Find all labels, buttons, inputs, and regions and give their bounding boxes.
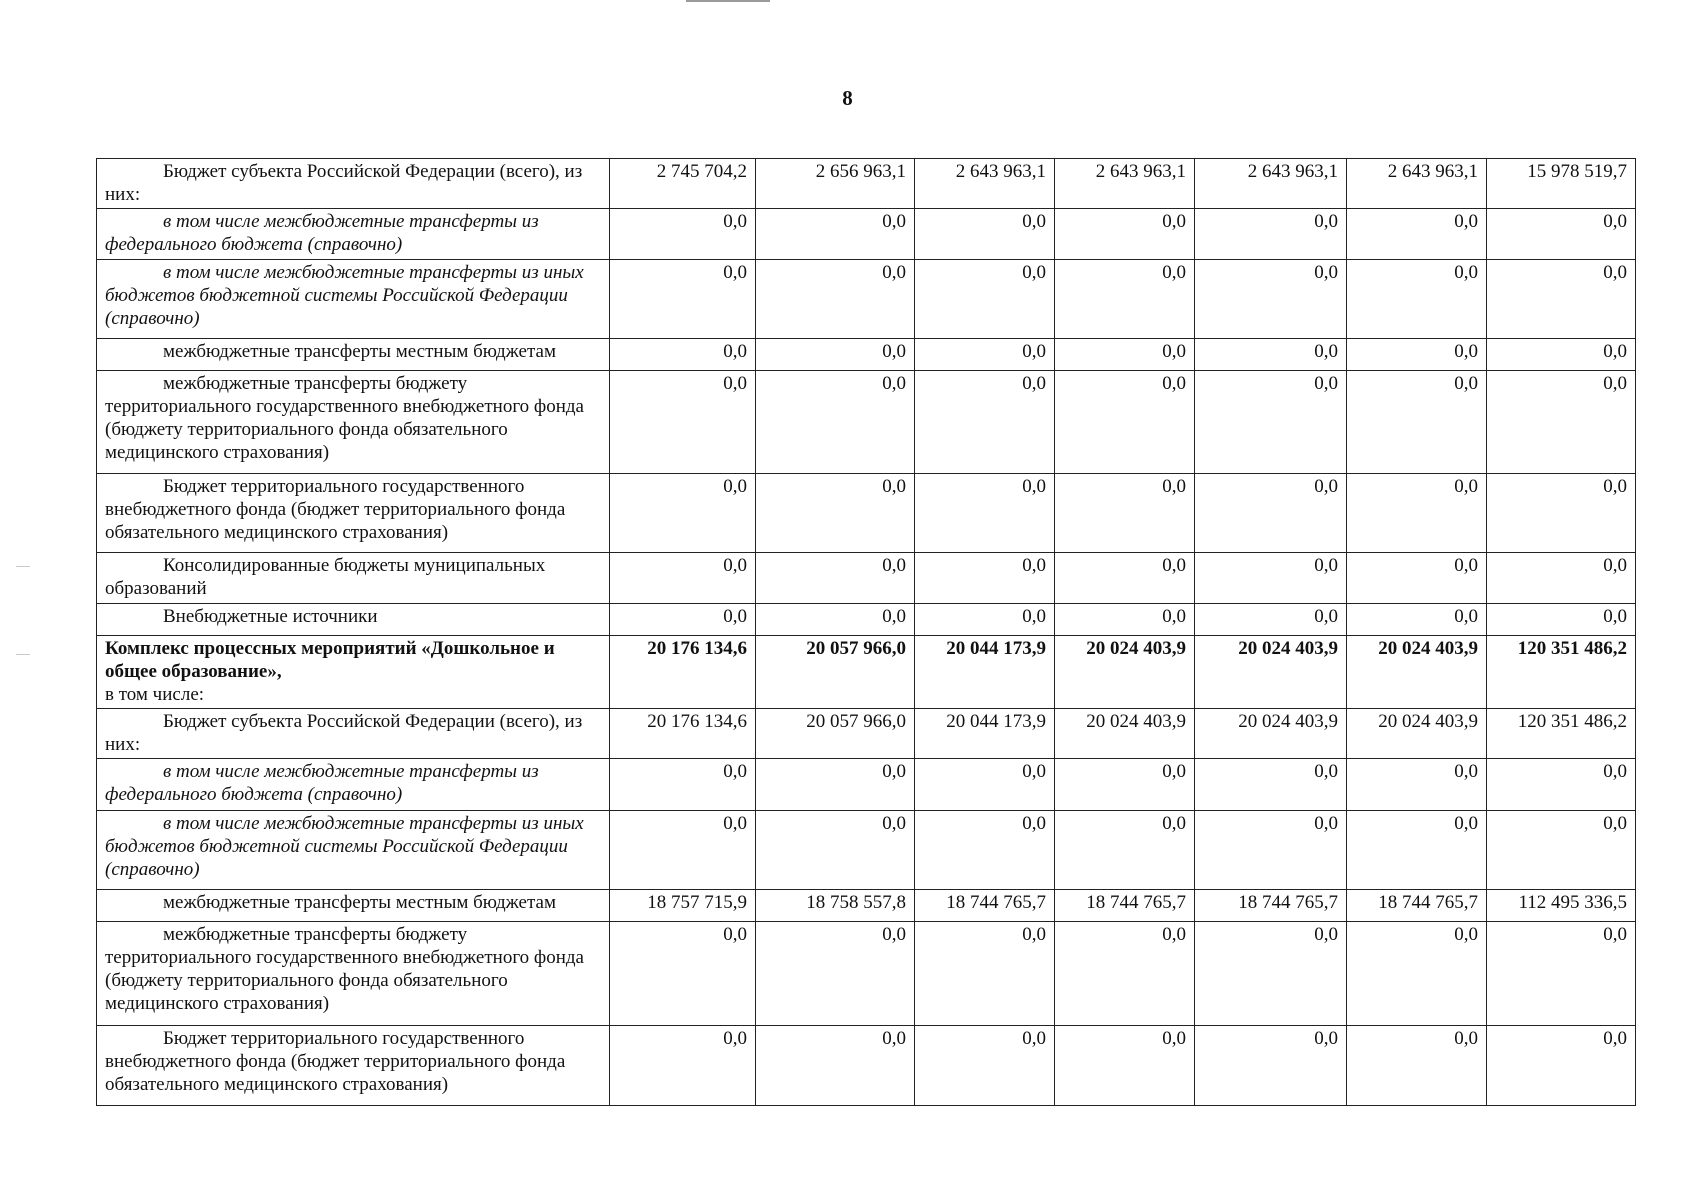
value-cell: 20 176 134,6	[610, 709, 756, 759]
row-label	[97, 474, 610, 553]
value-cell: 0,0	[1487, 604, 1636, 636]
value-cell: 0,0	[756, 371, 915, 474]
table-row	[97, 209, 1636, 260]
table-row	[97, 159, 1636, 209]
row-label-text: в том числе межбюджетные трансферты из иных бюджетов бюджетной системы Российской Федерации (справочно)	[105, 813, 584, 880]
row-label	[97, 890, 610, 922]
value-cell: 0,0	[915, 922, 1055, 1026]
value-cell: 18 757 715,9	[610, 890, 756, 922]
row-label-text: межбюджетные трансферты местным бюджетам	[163, 892, 556, 913]
row-label-text: Внебюджетные источники	[163, 606, 378, 627]
edge-mark	[16, 566, 30, 567]
value-cell: 0,0	[1195, 1026, 1347, 1106]
value-cell: 0,0	[1347, 922, 1487, 1026]
table-row	[97, 1026, 1636, 1106]
value-cell: 0,0	[756, 209, 915, 260]
value-cell: 0,0	[915, 209, 1055, 260]
row-label-text: в том числе межбюджетные трансферты из федерального бюджета (справочно)	[105, 761, 539, 805]
value-cell: 20 044 173,9	[915, 709, 1055, 759]
value-cell: 18 744 765,7	[915, 890, 1055, 922]
value-cell: 0,0	[1347, 339, 1487, 371]
value-cell: 0,0	[756, 474, 915, 553]
value-cell: 0,0	[1055, 759, 1195, 811]
value-cell: 0,0	[610, 811, 756, 890]
value-cell: 0,0	[1195, 553, 1347, 604]
value-cell: 0,0	[915, 339, 1055, 371]
table-row	[97, 811, 1636, 890]
row-label	[97, 371, 610, 474]
value-cell: 0,0	[1195, 371, 1347, 474]
value-cell: 2 745 704,2	[610, 159, 756, 209]
value-cell: 0,0	[1195, 811, 1347, 890]
table-row	[97, 636, 1636, 709]
value-cell: 0,0	[915, 604, 1055, 636]
value-cell: 0,0	[1055, 1026, 1195, 1106]
row-label	[97, 1026, 610, 1106]
value-cell: 112 495 336,5	[1487, 890, 1636, 922]
value-cell: 20 024 403,9	[1195, 636, 1347, 709]
row-label	[97, 553, 610, 604]
row-label	[97, 209, 610, 260]
value-cell: 0,0	[1055, 209, 1195, 260]
value-cell: 0,0	[915, 1026, 1055, 1106]
value-cell: 120 351 486,2	[1487, 709, 1636, 759]
value-cell: 20 024 403,9	[1055, 709, 1195, 759]
value-cell: 20 024 403,9	[1347, 709, 1487, 759]
row-label-text: межбюджетные трансферты местным бюджетам	[163, 341, 556, 362]
value-cell: 20 044 173,9	[915, 636, 1055, 709]
budget-table	[96, 158, 1636, 1106]
value-cell: 0,0	[915, 553, 1055, 604]
value-cell: 0,0	[1487, 260, 1636, 339]
row-label	[97, 709, 610, 759]
table-row	[97, 759, 1636, 811]
value-cell: 0,0	[1055, 811, 1195, 890]
value-cell: 0,0	[1487, 759, 1636, 811]
row-label-text: Бюджет территориального государственного внебюджетного фонда (бюджет территориального фонда обязательного медицинского страхования)	[105, 1028, 566, 1095]
value-cell: 0,0	[1487, 209, 1636, 260]
value-cell: 0,0	[1195, 922, 1347, 1026]
value-cell: 0,0	[1055, 339, 1195, 371]
value-cell: 0,0	[1347, 474, 1487, 553]
value-cell: 0,0	[1347, 553, 1487, 604]
value-cell: 0,0	[756, 1026, 915, 1106]
value-cell: 0,0	[610, 759, 756, 811]
value-cell: 0,0	[1055, 922, 1195, 1026]
value-cell: 20 024 403,9	[1347, 636, 1487, 709]
value-cell: 120 351 486,2	[1487, 636, 1636, 709]
value-cell: 0,0	[610, 1026, 756, 1106]
row-label	[97, 159, 610, 209]
value-cell: 20 024 403,9	[1055, 636, 1195, 709]
value-cell: 0,0	[1487, 339, 1636, 371]
row-label-text: Бюджет субъекта Российской Федерации (всего), из них:	[105, 711, 583, 755]
value-cell: 0,0	[1347, 260, 1487, 339]
row-label-text: Бюджет территориального государственного внебюджетного фонда (бюджет территориального фонда обязательного медицинского страхования)	[105, 476, 566, 543]
value-cell: 0,0	[1347, 604, 1487, 636]
value-cell: 2 643 963,1	[1055, 159, 1195, 209]
value-cell: 0,0	[915, 260, 1055, 339]
value-cell: 0,0	[1487, 811, 1636, 890]
value-cell: 0,0	[756, 604, 915, 636]
value-cell: 20 057 966,0	[756, 636, 915, 709]
value-cell: 0,0	[1487, 1026, 1636, 1106]
value-cell: 0,0	[756, 553, 915, 604]
row-label-text: Бюджет субъекта Российской Федерации (всего), из них:	[105, 161, 583, 205]
row-label	[97, 260, 610, 339]
row-label-text: в том числе межбюджетные трансферты из федерального бюджета (справочно)	[105, 211, 539, 255]
value-cell: 2 643 963,1	[1347, 159, 1487, 209]
row-label-text: в том числе межбюджетные трансферты из иных бюджетов бюджетной системы Российской Федерации (справочно)	[105, 262, 584, 329]
row-label	[97, 922, 610, 1026]
value-cell: 20 024 403,9	[1195, 709, 1347, 759]
value-cell: 0,0	[1347, 371, 1487, 474]
value-cell: 0,0	[610, 604, 756, 636]
value-cell: 0,0	[1347, 811, 1487, 890]
table-row	[97, 474, 1636, 553]
table-body	[97, 159, 1636, 1106]
value-cell: 0,0	[1195, 209, 1347, 260]
value-cell: 0,0	[610, 209, 756, 260]
row-label	[97, 759, 610, 811]
value-cell: 0,0	[1195, 339, 1347, 371]
value-cell: 0,0	[915, 474, 1055, 553]
value-cell: 0,0	[1347, 759, 1487, 811]
table-row	[97, 709, 1636, 759]
value-cell: 0,0	[1487, 474, 1636, 553]
value-cell: 2 643 963,1	[1195, 159, 1347, 209]
value-cell: 0,0	[610, 553, 756, 604]
value-cell: 18 744 765,7	[1347, 890, 1487, 922]
table-row	[97, 371, 1636, 474]
value-cell: 0,0	[1347, 1026, 1487, 1106]
value-cell: 0,0	[1195, 474, 1347, 553]
value-cell: 0,0	[1195, 604, 1347, 636]
value-cell: 20 176 134,6	[610, 636, 756, 709]
row-label-suffix: в том числе:	[105, 684, 205, 705]
value-cell: 20 057 966,0	[756, 709, 915, 759]
value-cell: 0,0	[915, 371, 1055, 474]
page-number: 8	[842, 86, 853, 110]
value-cell: 0,0	[1487, 553, 1636, 604]
row-label	[97, 636, 610, 709]
value-cell: 0,0	[1055, 604, 1195, 636]
value-cell: 0,0	[1347, 209, 1487, 260]
value-cell: 0,0	[756, 811, 915, 890]
value-cell: 0,0	[1055, 474, 1195, 553]
value-cell: 0,0	[756, 339, 915, 371]
value-cell: 0,0	[610, 474, 756, 553]
table-row	[97, 553, 1636, 604]
value-cell: 0,0	[1487, 922, 1636, 1026]
value-cell: 2 643 963,1	[915, 159, 1055, 209]
row-label-text: межбюджетные трансферты бюджету территориального государственного внебюджетного фонда (бюджету территориального фонда обязательного медицинского страхования)	[105, 373, 584, 463]
value-cell: 0,0	[756, 922, 915, 1026]
row-label	[97, 604, 610, 636]
value-cell: 18 744 765,7	[1195, 890, 1347, 922]
value-cell: 15 978 519,7	[1487, 159, 1636, 209]
top-rule	[686, 0, 770, 2]
value-cell: 0,0	[1195, 759, 1347, 811]
value-cell: 0,0	[1055, 553, 1195, 604]
value-cell: 0,0	[610, 922, 756, 1026]
value-cell: 2 656 963,1	[756, 159, 915, 209]
value-cell: 0,0	[610, 371, 756, 474]
value-cell: 0,0	[610, 339, 756, 371]
value-cell: 0,0	[1055, 260, 1195, 339]
row-label-text: Консолидированные бюджеты муниципальных образований	[105, 555, 546, 599]
row-label-text: Комплекс процессных мероприятий «Дошкольное и общее образование»,	[105, 638, 555, 682]
value-cell: 0,0	[756, 260, 915, 339]
row-label-text: межбюджетные трансферты бюджету территориального государственного внебюджетного фонда (бюджету территориального фонда обязательного медицинского страхования)	[105, 924, 584, 1014]
value-cell: 0,0	[1195, 260, 1347, 339]
value-cell: 0,0	[915, 811, 1055, 890]
value-cell: 0,0	[1055, 371, 1195, 474]
value-cell: 0,0	[610, 260, 756, 339]
table-row	[97, 260, 1636, 339]
table-row	[97, 890, 1636, 922]
value-cell: 18 744 765,7	[1055, 890, 1195, 922]
table-row	[97, 339, 1636, 371]
table-row	[97, 922, 1636, 1026]
value-cell: 0,0	[756, 759, 915, 811]
value-cell: 0,0	[915, 759, 1055, 811]
value-cell: 0,0	[1487, 371, 1636, 474]
edge-mark	[16, 654, 30, 655]
row-label	[97, 339, 610, 371]
value-cell: 18 758 557,8	[756, 890, 915, 922]
row-label	[97, 811, 610, 890]
table-row	[97, 604, 1636, 636]
